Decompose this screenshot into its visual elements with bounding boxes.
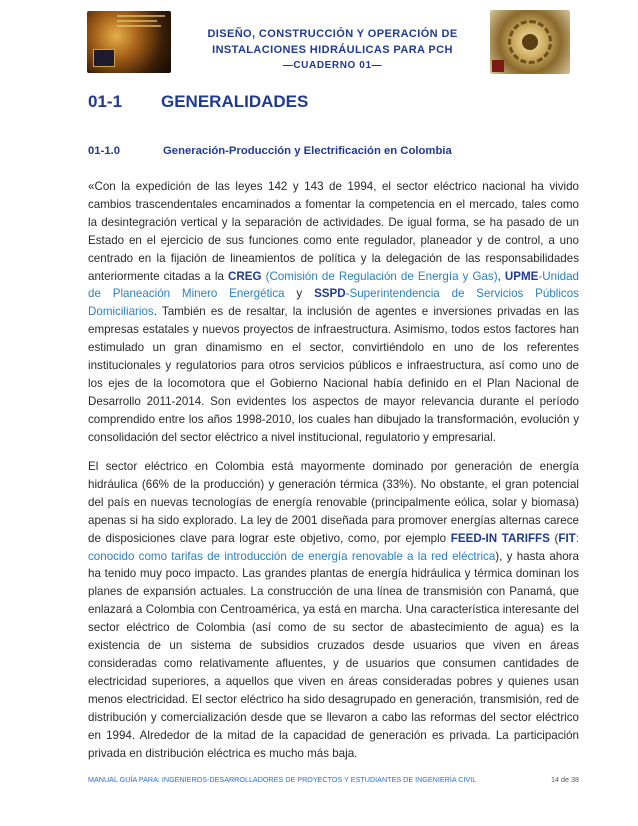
feed-in-tariffs-term: FEED-IN TARIFFS [450, 531, 550, 545]
separator-text: y [284, 287, 315, 301]
fit-definition: : conocido como tarifas de introducción de energía renovable a la red eléctrica [88, 531, 579, 563]
creg-full-name: (Comisión de Regulación de Energía y Gas) [265, 269, 498, 283]
page-header [0, 0, 638, 90]
separator-text: , [497, 269, 505, 283]
logo-decoration [117, 25, 161, 27]
paragraph-text: El sector eléctrico en Colombia está mayormente dominado por generación de energía hidráulica (66% de la producción) y generación térmica (33%). No obstante, el gran potencial del país en nuevas tecnologías de energía renovable (principalmente eólica, solar y biomasa) apenas si ha sido explorado. La ley de 2001 diseñada para promover energías alternas carece de disposiciones clave para lograr este objetivo, como, por ejemplo [88, 460, 579, 545]
footer-manual-title: MANUAL GUÍA PARA: INGENIEROS-DESARROLLADORES DE PROYECTOS Y ESTUDIANTES DE INGENIERÍA CIVIL [88, 775, 477, 784]
paragraph-1 [88, 178, 579, 447]
right-logo-image [490, 10, 570, 74]
upme-acronym: UPME [504, 269, 539, 283]
header-line-2: INSTALACIONES HIDRÁULICAS PARA PCH [212, 44, 453, 56]
logo-decoration [117, 20, 157, 22]
upme-full-name: -Unidad de Planeación Minero Energética [88, 269, 579, 301]
fit-acronym: FIT [558, 531, 576, 545]
subsection-title: Generación-Producción y Electrificación en Colombia [163, 145, 452, 157]
sspd-acronym: SSPD [314, 287, 346, 301]
header-line-3: —CUADERNO 01— [282, 60, 383, 71]
corner-badge-icon [492, 60, 504, 72]
page-number: 14 de 38 [551, 775, 579, 784]
creg-acronym: CREG [228, 269, 262, 283]
paragraph-text: . También es de resaltar, la inclusión de agentes e inversiones privadas en las empresas estatales y nuevos proyectos de infraestructura. Asimismo, todos estos factores han estimulado un gran dinamismo en el sector, convirtiéndolo en uno de los referentes institucionales y regulatorios para otros servicios públicos e infraestructura, así como uno de los ejes de la locomotora que el Gobierno Nacional había definido en el Plan Nacional de Desarrollo 2011-2014. Son evidentes los aspectos de mayor relevancia durante el período comprendido entre los años 1998-2010, los cuales han dibujado la transformación, evolución y consolidación del sector eléctrico a nivel institucional, regulatorio y empresarial. [88, 305, 579, 444]
separator-text: ( [549, 531, 559, 545]
subsection-heading [88, 145, 452, 157]
left-logo-image [87, 11, 171, 73]
logo-emblem-icon [93, 49, 115, 67]
section-number: 01-1 [88, 92, 123, 111]
section-heading [88, 92, 308, 112]
section-title: GENERALIDADES [161, 92, 309, 111]
turbine-hub-icon [522, 34, 538, 50]
document-header-title [180, 26, 485, 74]
sspd-full-name: -Superintendencia de Servicios Públicos Domiciliarios [88, 287, 579, 319]
subsection-number: 01-1.0 [88, 145, 121, 157]
header-line-1: DISEÑO, CONSTRUCCIÓN Y OPERACIÓN DE [207, 28, 458, 40]
paragraph-text: ), y hasta ahora ha tenido muy poco impacto. Las grandes plantas de energía hidráulica y térmica dominan los planes de expansión actuales. La construcción de una línea de transmisión con Panamá, que enlazará a Colombia con Centroamérica, ya está en marcha. Una característica interesante del sector eléctrico de Colombia (así como de su sector de abastecimiento de agua) es la existencia de un sistema de subsidios cruzados desde usuarios que viven en áreas consideradas como relativamente afluentes, y de usuarios que consumen cantidades de electricidad superiores, a aquellos que viven en áreas consideradas pobres y quienes usan menos electricidad. El sector eléctrico ha sido desagrupado en generación, transmisión, red de distribución y comercialización desde que se llevaron a cabo las reformas del sector eléctrico en 1994. Alrededor de la mitad de la capacidad de generación es privada. La participación privada en distribución eléctrica es mucho más baja. [88, 549, 579, 760]
paragraph-text: «Con la expedición de las leyes 142 y 143 de 1994, el sector eléctrico nacional ha vivido cambios trascendentales encaminados a fomentar la competencia en el mercado, tales como la desintegración vertical y la separación de actividades. De igual forma, se ha pasado de un Estado en el ejercicio de sus funciones como ente regulador, planeador y de control, a uno centrado en la fijación de lineamientos de política y la delegación de las responsabilidades anteriormente citadas a la [88, 180, 579, 283]
logo-decoration [117, 15, 165, 17]
paragraph-2 [88, 458, 579, 762]
